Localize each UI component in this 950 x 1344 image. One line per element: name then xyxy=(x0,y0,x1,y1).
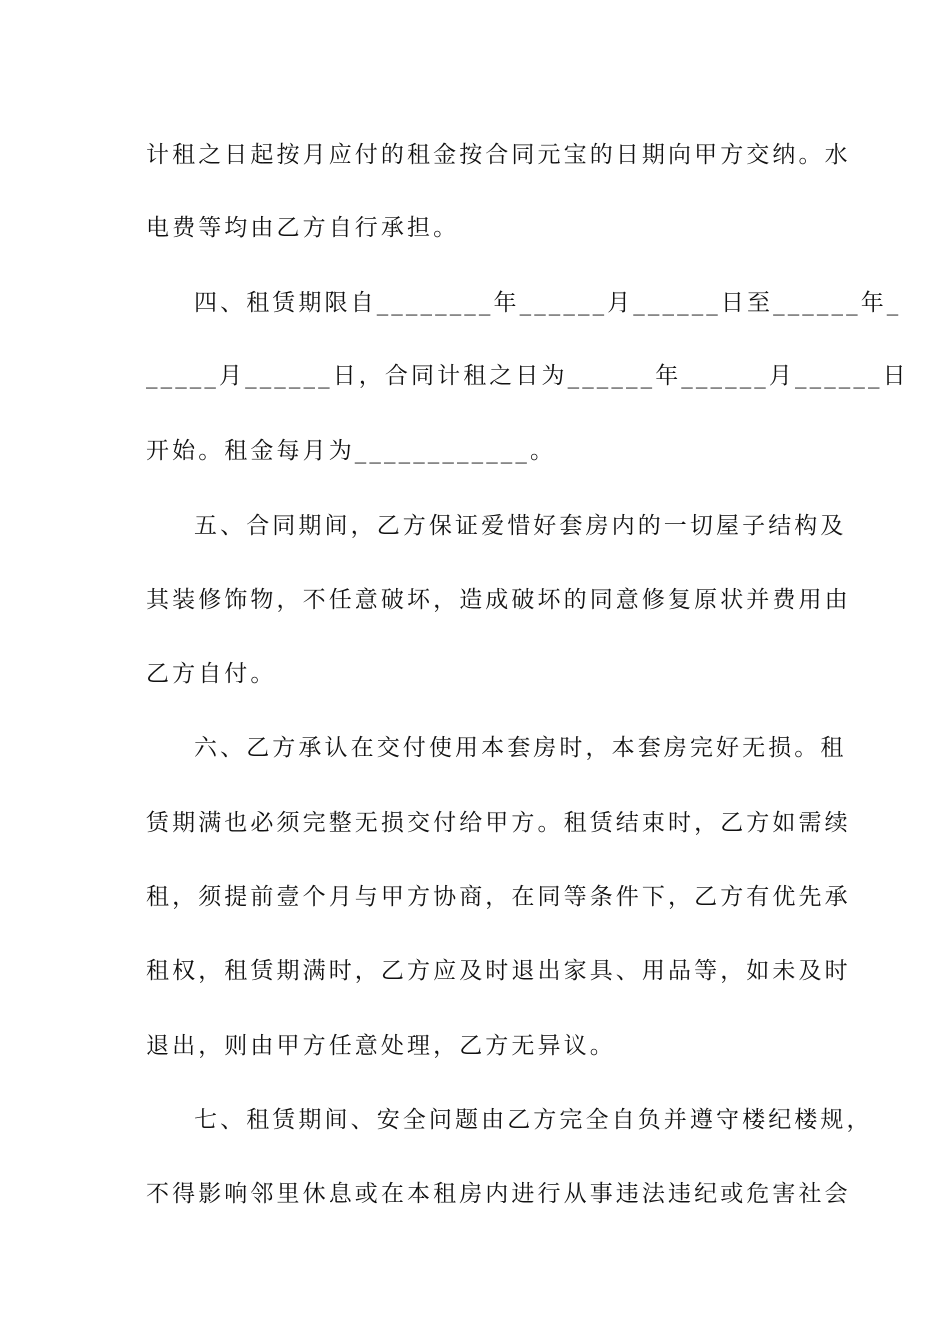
clause-5-line-2: 其装修饰物，不任意破坏，造成破坏的同意修复原状并费用由 xyxy=(146,587,851,613)
clause-4-line-2: _____月______日，合同计租之日为______年______月______日 xyxy=(146,363,909,389)
clause-7-line-2: 不得影响邻里休息或在本租房内进行从事违法违纪或危害社会 xyxy=(146,1181,851,1207)
text-line-2: 电费等均由乙方自行承担。 xyxy=(146,215,460,241)
clause-6-line-5: 退出，则由甲方任意处理，乙方无异议。 xyxy=(146,1033,616,1059)
clause-6-line-3: 租，须提前壹个月与甲方协商，在同等条件下，乙方有优先承 xyxy=(146,884,851,910)
clause-5-line-1: 五、合同期间，乙方保证爱惜好套房内的一切屋子结构及 xyxy=(194,513,847,539)
clause-6-line-1: 六、乙方承认在交付使用本套房时，本套房完好无损。租 xyxy=(194,735,847,761)
text-line-1: 计租之日起按月应付的租金按合同元宝的日期向甲方交纳。水 xyxy=(146,142,851,168)
clause-6-line-4: 租权，租赁期满时，乙方应及时退出家具、用品等，如未及时 xyxy=(146,958,851,984)
clause-4-line-1: 四、租赁期限自________年______月______日至______年_ xyxy=(194,290,902,316)
clause-7-line-1: 七、租赁期间、安全问题由乙方完全自负并遵守楼纪楼规， xyxy=(194,1107,873,1133)
clause-6-line-2: 赁期满也必须完整无损交付给甲方。租赁结束时，乙方如需续 xyxy=(146,810,851,836)
clause-4-line-3: 开始。租金每月为____________。 xyxy=(146,438,557,464)
clause-5-line-3: 乙方自付。 xyxy=(146,661,277,687)
